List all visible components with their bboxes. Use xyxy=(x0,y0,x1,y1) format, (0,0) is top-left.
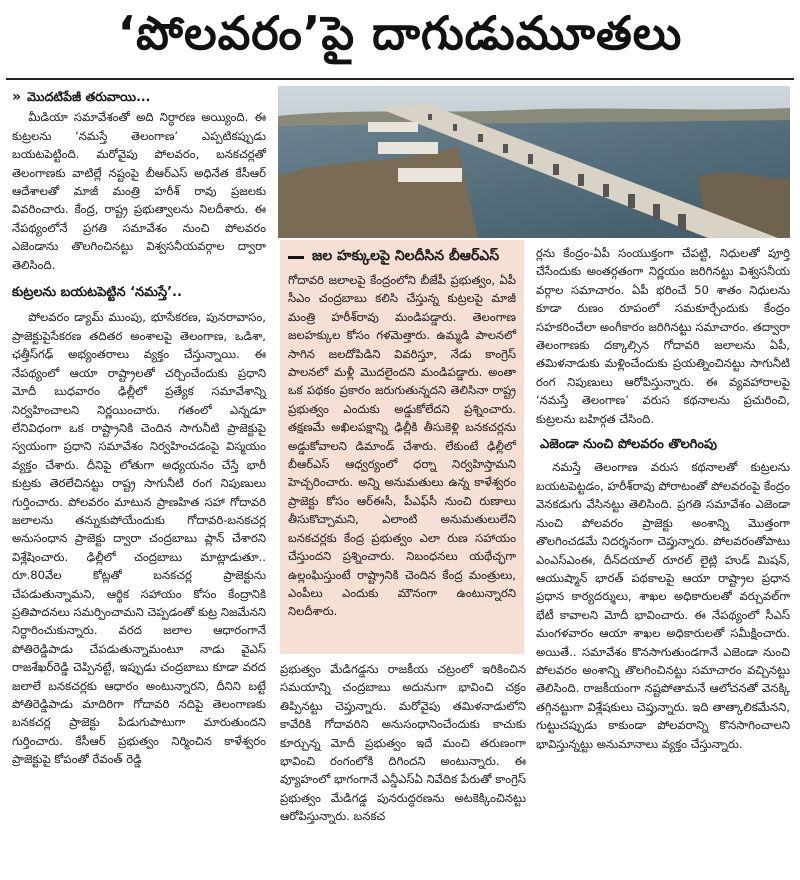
subheading: కుట్రలను బయటపెట్టిన ‘నమస్తే’.. xyxy=(12,285,182,301)
column-1 xyxy=(12,88,266,769)
continued-kicker xyxy=(12,88,266,106)
column-3 xyxy=(536,244,790,753)
box-title-text: జల హక్కులపై నిలదీసిన బీఆర్ఎస్ xyxy=(312,248,500,264)
article-paragraph: ప్రభుత్వం మేడిగడ్డను రాజకీయ చట్రంలో ఇరికించిన సమయాన్ని చంద్రబాబు అదునుగా భావించి చక్రం తిప్పినట్టు చెప్తున్నారు. మరోవైపు తమిళనాడులోని కావేరికి గోదావరిని అనుసంధానించేందుకు కాచుకు కూర్చున్న మోదీ ప్రభుత్వం ఇదే మంచి తరుణంగా భావించి రంగంలోకి దిగిందని అంటున్నారు. ఈ వ్యూహంలో భాగంగానే ఎన్డీఎస్ఏ నివేదిక పేరుతో కాంగ్రెస్ ప్రభుత్వం మేడిగడ్డ పునరుద్ధరణను అటకెక్కించినట్టు ఆరోపిస్తున్నారు. బనకచ xyxy=(280,662,526,824)
subheading: ఎజెండా నుంచి పోలవరం తొలగింపు xyxy=(540,437,717,453)
dam-photo xyxy=(278,86,790,238)
article-paragraph: నమస్తే తెలంగాణ వరుస కథనాలతో కుట్రలను బయటపెట్టడం, హరీశ్‌రావు పోరాటంతో పోలవరంపై కేంద్రం వెనకడుగు వేసినట్టు తెలిసింది. ప్రగతి సమావేశం ఎజెండా నుంచి పోలవరం ప్రాజెక్టు అంశాన్ని మొత్తంగా తొలగించడమే నిదర్శనంగా చెప్తున్నారు. పోలవరంతోపాటు ఎంఎస్ఎంఈ, దీన్‌దయాల్ రూరల్ లైట్లి హుడ్ మిషన్, ఆయుష్మాన్ భారత్ పథకాలపై ఆయా రాష్ట్రాల ప్రధాన ప్రధాన కార్యదర్శులు, శాఖల అధికారులతో వర్చువల్‌గా భేటీ కావాలని మోదీ భావించారు. ఈ నేపథ్యంలో సీఎస్ మంగళవారం ఆయా శాఖల అధికారులతో సమీక్షించారు. అయితే.. సమావేశం కొనసాగుతుండగానే ఎజెండా నుంచి పోలవరం అంశాన్ని తొలగించినట్టు సమాచారం వచ్చినట్టు తెలిసింది. రాజకీయంగా నష్టపోతామనే ఆలోచనతో వెనక్కి తగ్గినట్టుగా విశ్లేషకులు చెప్తున్నారు. ఇది తాత్కాలికమేనని, గుట్టుచప్పుడు కాకుండా పోలవరాన్ని కొనసాగించాలని భావిస్తున్నట్టు అనుమానాలు వ్యక్తం చేస్తున్నారు. xyxy=(536,460,790,751)
box-title xyxy=(280,240,524,271)
box-body: గోదావరి జలాలపై కేంద్రంలోని బీజేపీ ప్రభుత్వం, ఏపీ సీఎం చంద్రబాబు కలిసి చేస్తున్న కుట్రలపై మాజీ మంత్రి హరీశ్‌రావు మండిపడ్డారు. తెలంగాణ జలహక్కుల కోసం గళమెత్తారు. ఉమ్మడి పాలనలో సాగిన జలదోపిడిని వివరిస్తూ, నేడు కాంగ్రెస్ పాలనలో మళ్లీ మొదలైందని మండిపడ్డారు. అంతా ఒక పథకం ప్రకారం జరుగుతున్నదని తెలిసినా రాష్ట్ర ప్రభుత్వం ఎందుకు అడ్డుకోలేదని ప్రశ్నించారు. తక్షణమే అఖిలపక్షాన్ని ఢిల్లీకి తీసుకెళ్లి బనకచర్లను అడ్డుకోవాలని డిమాండ్ చేశారు. లేకుంటే ఢిల్లీలో బీఆర్ఎస్ ఆధ్వర్యంలో ధర్నా నిర్వహిస్తామని హెచ్చరించారు. అన్ని అనుమతులు ఉన్న కాళేశ్వరం ప్రాజెక్టు కోసం ఆర్ఈసీ, పీఎఫ్‌సీ నుంచి రుణాలు తీసుకొచ్చామని, ఎలాంటి అనుమతులులేని బనకచర్లకు కేంద్ర ప్రభుత్వం ఎలా రుణ సహాయం చేస్తుందని ప్రశ్నించారు. నిబంధనలు యథేచ్ఛగా ఉల్లంఘిస్తుంటే రాష్ట్రానికి చెందిన కేంద్ర మంత్రులు, ఎంపీలు ఎందుకు మౌనంగా ఉంటున్నారని నిలదీశారు. xyxy=(288,273,516,619)
headline: ‘పోలవరం’పై దాగుడుమూతలు xyxy=(117,6,683,60)
article-paragraph: మీడియా సమావేశంతో అది నిర్ధారణ అయ్యింది. ఈ కుట్రలను ‘నమస్తే తెలంగాణ’ ఎప్పటికప్పుడు బయటపెట్టింది. మరోవైపు పోలవరం, బనకచర్లతో తెలంగాణకు వాటిల్లే నష్టంపై బీఆర్ఎస్ అధినేత కేసీఆర్ ఆదేశాలతో మాజీ మంత్రి హరీశ్ రావు ప్రజలకు వివరించారు. కేంద్ర, రాష్ట్ర ప్రభుత్వాలను నిలదీశారు. ఈ నేపథ్యంలోనే ప్రగతి సమావేశం నుంచి పోలవరం ఎజెండాను తొలగించినట్టు విశ్వసనీయవర్గాల ద్వారా తెలిసింది. xyxy=(12,110,266,272)
title-dash xyxy=(288,256,304,259)
article-paragraph: ర్లను కేంద్రం-ఏపీ సంయుక్తంగా చేపట్టి, నిధులతో పూర్తి చేసేందుకు అంతర్గతంగా నిర్ణయం జరిగినట్టు విశ్వసనీయ వర్గాల సమాచారం. ఏపీ భరించే 50 శాతం నిధులను కూడా రుణం రూపంలో సమకూర్చేందుకు కేంద్రం సహకరించేలా అంగీకారం జరిగినట్టు సమాచారం. తద్వారా తెలంగాణకు దక్కాల్సిన గోదావరి జలాలను ఏపీ, తమిళనాడుకు మళ్లించేందుకు ప్రయత్నించినట్టు సాగునీటి రంగ నిపుణులు ఆరోపిస్తున్నారు. ఈ వ్యవహారాలపై ‘నమస్తే తెలంగాణ’ వరుస కథనాలను ప్రచురించి, కుట్రలను బహిర్గత చేసింది. xyxy=(536,246,790,426)
headline-rule xyxy=(6,78,794,80)
kicker-text: మొదటిపేజీ తరువాయి... xyxy=(27,89,151,104)
article-paragraph: పోలవరం డ్యామ్ ముంపు, భూసేకరణ, పునరావాసం, ప్రాజెక్టుపైసేకరణ తదితర అంశాలపై తెలంగాణ, ఒడిశా, ఛత్తీస్‌గఢ్ అభ్యంతరాలు వ్యక్తం చేస్తున్నాయి. ఈ నేపథ్యంలో ఆయా రాష్ట్రాలతో చర్చించేందుకు ప్రధాని మోదీ బుధవారం ఢిల్లీలో ప్రత్యేక సమావేశాన్ని నిర్వహించాలని నిర్ణయించారు. గతంలో ఎన్నడూ లేనివిధంగా ఒక రాష్ట్రానికి చెందిన సాగునీటి ప్రాజెక్టుపై స్వయంగా ప్రధాని సమావేశం నిర్వహించడంపై విస్మయం వ్యక్తం చేశారు. దీనిపై లోతుగా అధ్యయనం చేస్తే భారీ కుట్రకు తెరలేచినట్టు రాష్ట్ర సాగునీటి రంగ నిపుణులు గుర్తించారు. పోలవరం మాటున ప్రాణహిత సహా గోదావరి జలాలను తన్నుకుపోయేందుకు గోదావరి-బనకచర్ల అనుసంధాన ప్రాజెక్టు ద్వారా చంద్రబాబు ప్లాన్ చేశారని విశ్లేషించారు. ఢిల్లీలో చంద్రబాబు మాట్లాడుతూ.. రూ.80వేల కోట్లతో బనకచర్ల ప్రాజెక్టును చేపడుతున్నామని, ఆర్థిక సహాయం కోసం కేంద్రానికి ప్రతిపాదనలు సమర్పించామని చెప్పడంతో కుట్ర నిజమేనని నిర్ధారించుకున్నారు. వరద జలాల ఆధారంగానే పోతిరెడ్డిపాడు చేపడుతున్నామంటూ నాడు వైఎస్ రాజశేఖర్‌రెడ్డి చెప్పినట్టే, ఇప్పుడు చంద్రబాబు కూడా వరద జలాలే బనకచర్లకు ఆధారం అంటున్నారని, దీనిని బట్టే పోతిరెడ్డిపాడు మాదిరిగా గోదావరి నదిపై తెలంగాణకు బనకచర్ల ప్రాజెక్టు పిడుగుపాటుగా మారుతుందని గుర్తించారు. కేసీఆర్ ప్రభుత్వం నిర్మించిన కాళేశ్వరం ప్రాజెక్టుపై కోపంతో రేవంత్ రెడ్డి xyxy=(12,310,266,767)
column-2-bottom xyxy=(280,660,526,826)
double-chevron-icon: » xyxy=(12,89,22,105)
sidebar-box xyxy=(280,240,524,654)
